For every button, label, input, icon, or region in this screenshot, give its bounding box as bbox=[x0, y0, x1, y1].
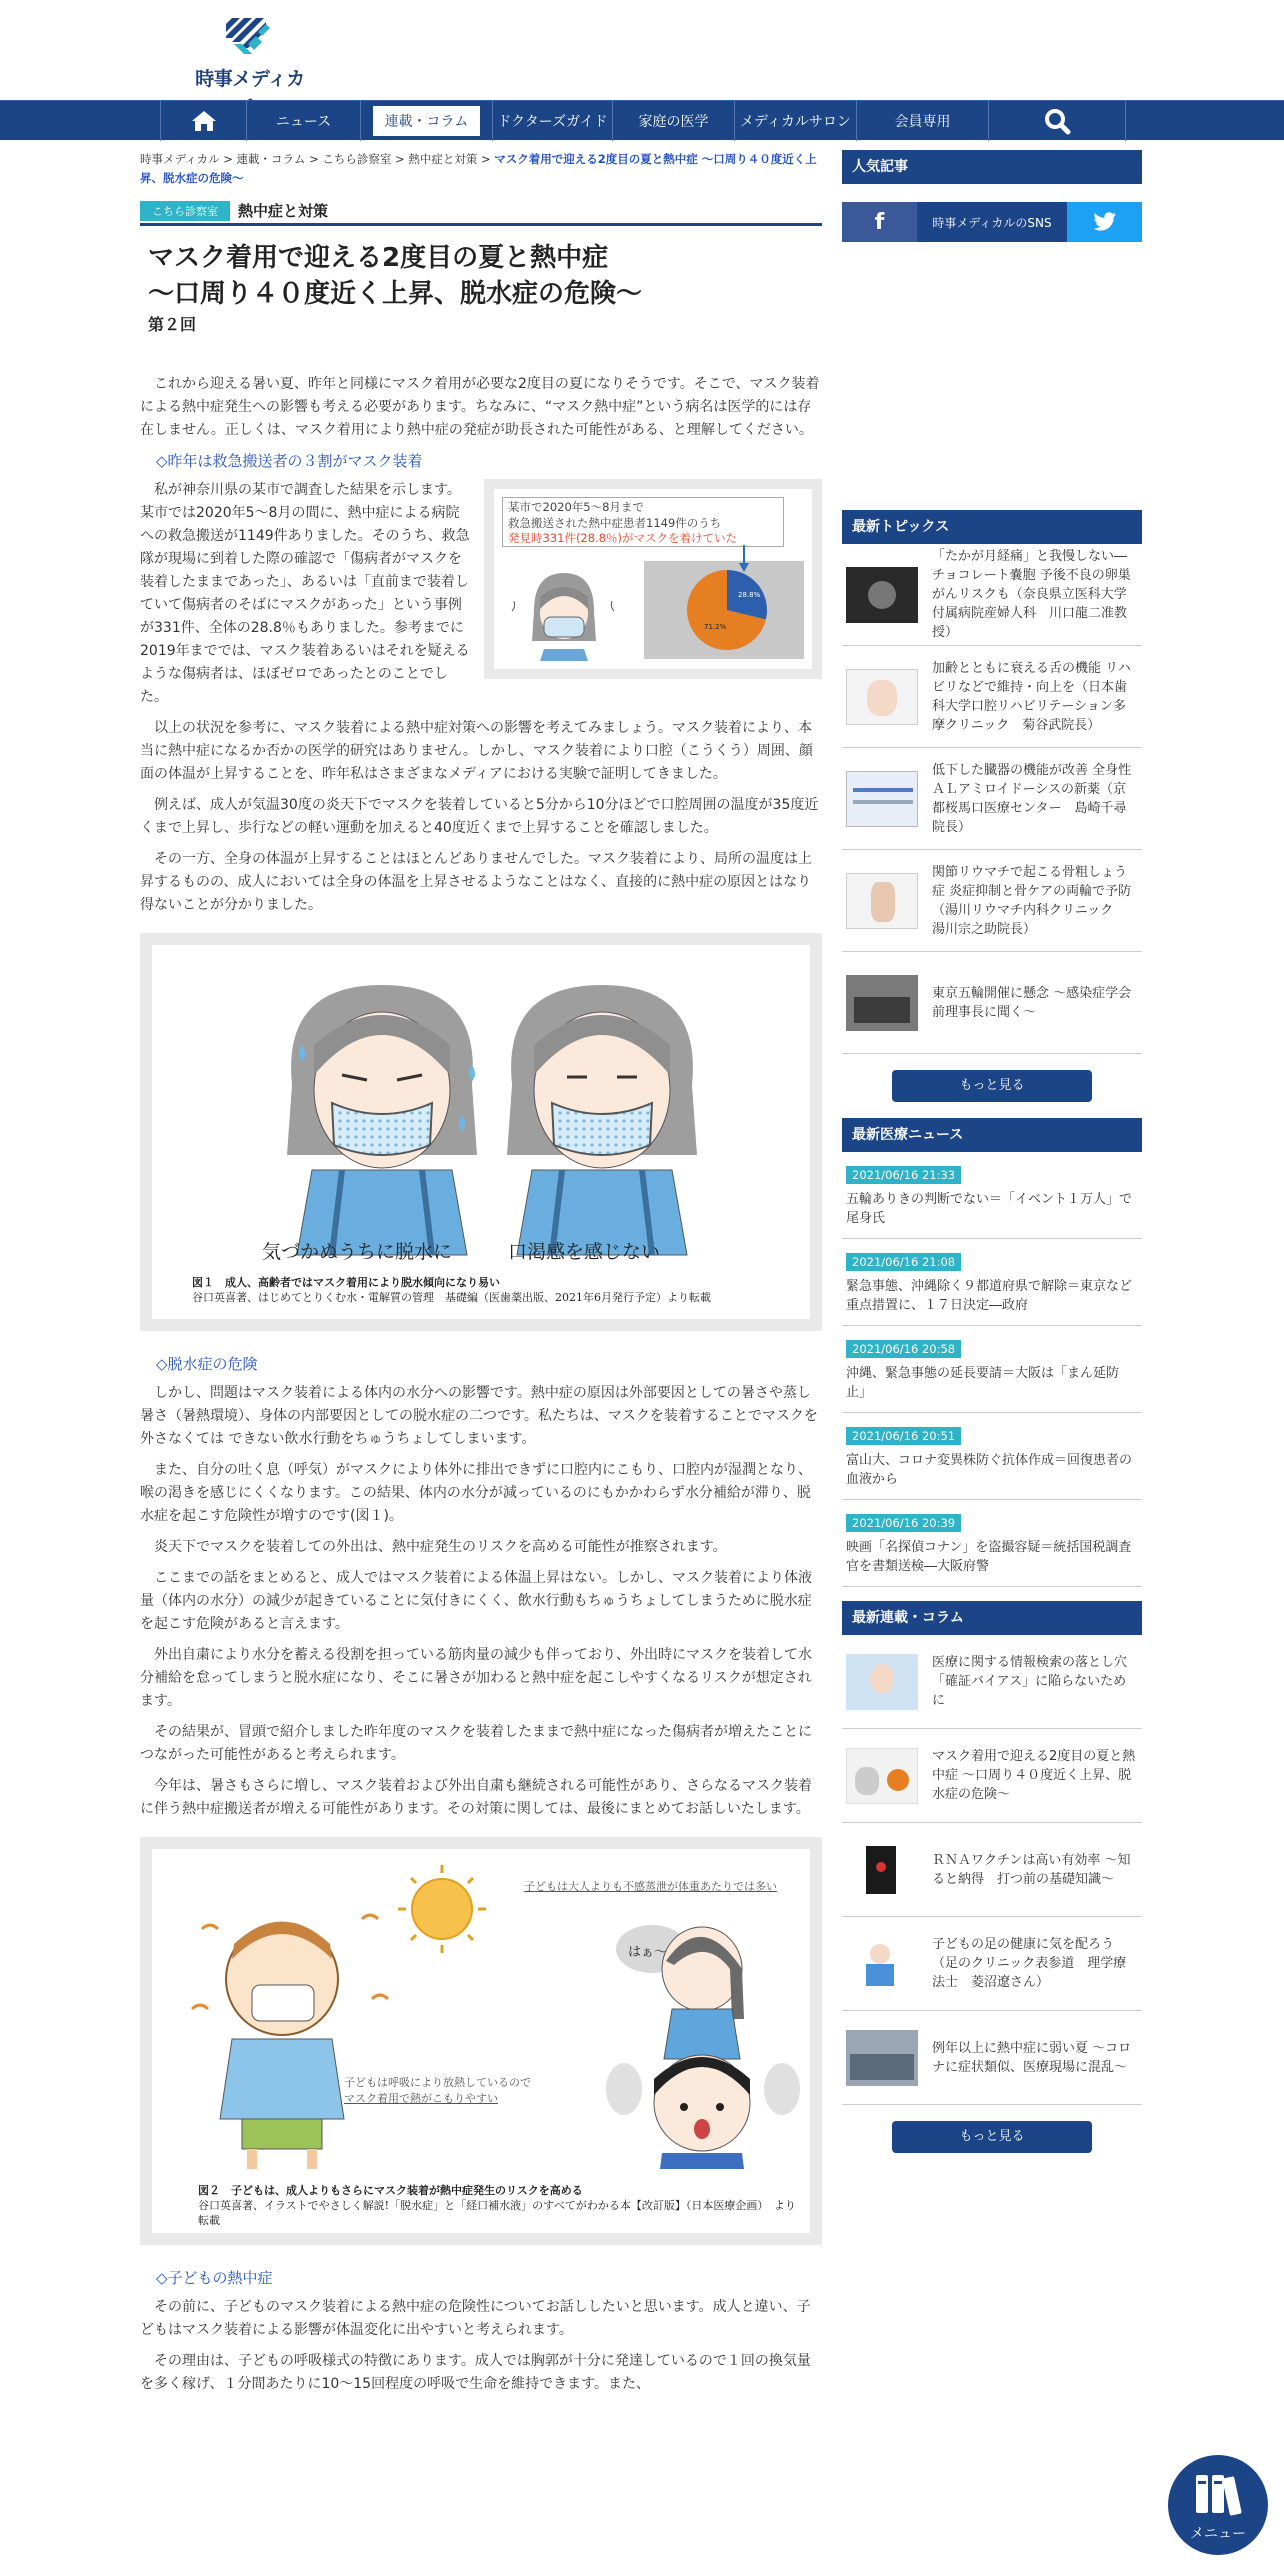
breadcrumb-link-shinsatsushitsu[interactable]: こちら診察室 bbox=[322, 152, 392, 166]
topics-more-button[interactable]: もっと見る bbox=[892, 1070, 1092, 1102]
breadcrumb-link-top[interactable]: 時事メディカル bbox=[140, 152, 220, 166]
paragraph: また、自分の吐く息（呼気）がマスクにより体外に排出できずに口腔内にこもり、口腔内が湿潤となり、喉の渇きを感じにくくなります。この結果、体内の水分が減っているのにもかかわらず水分補給が滞り、脱水症を起こす危険性が増すのです(図１)。 bbox=[140, 1462, 812, 1524]
columns-more-button[interactable]: もっと見る bbox=[892, 2121, 1092, 2153]
figure-1 bbox=[140, 933, 822, 1331]
menu-label: メニュー bbox=[1190, 2526, 1246, 2542]
survey-text-box: 某市で2020年5～8月まで 救急搬送された熱中症患者1149件のうち 発見時331件(28.8％)がマスクを着けていた bbox=[502, 497, 784, 547]
news-date-badge: 2021/06/16 21:08 bbox=[846, 1253, 961, 1271]
section-heading: ◇昨年は救急搬送者の３割がマスク装着 bbox=[156, 452, 423, 470]
news-date-badge: 2021/06/16 21:33 bbox=[846, 1166, 961, 1184]
news-item[interactable]: 2021/06/16 21:33 五輪ありきの判断でない＝「イベント１万人」で尾身氏 bbox=[842, 1152, 1142, 1239]
column-thumbnail bbox=[846, 2030, 918, 2086]
fig2-breath: はぁ〜 bbox=[628, 1945, 668, 1960]
topic-thumbnail bbox=[846, 771, 918, 827]
masked-person-illustration bbox=[504, 561, 624, 661]
column-item[interactable]: 子どもの足の健康に気を配ろう（足のクリニック表参道 理学療法士 菱沼遼さん） bbox=[842, 1917, 1142, 2011]
article-issue: 第２回 bbox=[148, 315, 197, 334]
fig2-note-top: 子どもは大人よりも不感蒸泄が体重あたりでは多い bbox=[524, 1880, 777, 1893]
article-main bbox=[140, 150, 822, 2404]
nav-home[interactable] bbox=[161, 101, 247, 141]
logo-text: 時事メディカ bbox=[195, 68, 305, 90]
news-date-badge: 2021/06/16 20:39 bbox=[846, 1514, 961, 1532]
logo-mark-icon bbox=[222, 14, 272, 62]
topic-item[interactable]: 関節リウマチで起こる骨粗しょう症 炎症抑制と骨ケアの両輪で予防（湯川リウマチ内科クリニック 湯川宗之助院長） bbox=[842, 850, 1142, 952]
paragraph: その結果が、冒頭で紹介しました昨年度のマスクを装着したままで熱中症になった傷病者が増えたことにつながった可能性があると考えられます。 bbox=[140, 1724, 812, 1763]
paragraph: ここまでの話をまとめると、成人ではマスク装着による体温上昇はない。しかし、マスク装着により体液量（体内の水分）の減少が起きていることに気付きにくく、飲水行動もちゅうちょしてしまうために脱水症を起こす危険があると言えます。 bbox=[140, 1570, 812, 1632]
sns-bar bbox=[842, 202, 1142, 242]
menu-button[interactable] bbox=[1168, 2455, 1268, 2555]
fig2-note-mid: 子どもは呼吸により放熱しているので マスク着用で熱がこもりやすい bbox=[344, 2076, 531, 2105]
nav-home-medicine[interactable]: 家庭の医学 bbox=[613, 101, 735, 141]
topic-thumbnail bbox=[846, 567, 918, 623]
books-icon bbox=[1192, 2471, 1244, 2517]
paragraph: 炎天下でマスクを装着しての外出は、熱中症発生のリスクを高める可能性が推察されます。 bbox=[154, 1539, 727, 1555]
category-badge[interactable]: こちら診察室 bbox=[140, 201, 230, 221]
news-date-badge: 2021/06/16 20:51 bbox=[846, 1427, 961, 1445]
figure-2-caption: 図２ 子どもは、成人よりもさらにマスク装着が熱中症発生のリスクを高める 谷口英喜著、イラストでやさしく解説!「脱水症」と「経口補水液」のすべてがわかる本【改訂版】（日本医療企画） より転載 bbox=[198, 2184, 796, 2227]
topic-thumbnail bbox=[846, 669, 918, 725]
column-thumbnail bbox=[846, 1654, 918, 1710]
pie-label-no-mask: 71.2% bbox=[704, 623, 727, 631]
breadcrumb: 時事メディカル > 連載・コラム > こちら診察室 > 熱中症と対策 > マスク着用で迎える2度目の夏と熱中症 ～口周り４０度近く上昇、脱水症の危険～ bbox=[140, 152, 817, 185]
category-row bbox=[140, 198, 822, 226]
topic-item[interactable]: 低下した臓器の機能が改善 全身性ＡＬアミロイドーシスの新薬（京都桜馬口医療センター 島崎千尋院長） bbox=[842, 748, 1142, 850]
paragraph: 以上の状況を参考に、マスク装着による熱中症対策への影響を考えてみましょう。マスク装着により、本当に熱中症になるか否かの医学的研究はありません。しかし、マスク装着により口腔（こうくう）周囲、顔面の体温が上昇することを、昨年私はさまざまなメディアにおける実験で証明してきました。 bbox=[140, 720, 813, 782]
column-thumbnail bbox=[846, 1842, 918, 1898]
nav-search[interactable] bbox=[989, 101, 1126, 141]
paragraph: 外出自粛により水分を蓄える役割を担っている筋肉量の減少も伴っており、外出時にマスクを装着して水分補給を怠ってしまうと脱水症になり、そこに暑さが加わると熱中症を起こしやすくなるリスクが想定されます。 bbox=[140, 1647, 812, 1709]
fig1-label-right: 口渇感を感じない bbox=[508, 1241, 661, 1263]
paragraph: その一方、全身の体温が上昇することはほとんどありませんでした。マスク装着により、局所の温度は上昇するものの、成人においては全身の体温を上昇させるようなことはなく、直接的に熱中症の原因とはなり得ないことが分かりました。 bbox=[140, 851, 812, 913]
figure-1-caption: 図１ 成人、高齢者ではマスク着用により脱水傾向になり易い 谷口英喜著、はじめてとりくむ水・電解質の管理 基礎編（医歯薬出版、2021年6月発行予定）より転載 bbox=[192, 1276, 711, 1304]
column-item[interactable]: 例年以上に熱中症に弱い夏 ～コロナに症状類似、医療現場に混乱～ bbox=[842, 2011, 1142, 2105]
news-item[interactable]: 2021/06/16 20:51 富山大、コロナ変異株防ぐ抗体作成＝回復患者の血液から bbox=[842, 1413, 1142, 1500]
category-name: 熱中症と対策 bbox=[238, 202, 329, 220]
columns-heading: 最新連載・コラム bbox=[842, 1601, 1142, 1635]
breadcrumb-link-series[interactable]: 連載・コラム bbox=[236, 152, 306, 166]
breadcrumb-current: マスク着用で迎える2度目の夏と熱中症 ～口周り４０度近く上昇、脱水症の危険～ bbox=[140, 152, 817, 185]
nav-news[interactable]: ニュース bbox=[247, 101, 361, 141]
breadcrumb-link-heatstroke[interactable]: 熱中症と対策 bbox=[408, 152, 478, 166]
column-thumbnail bbox=[846, 1748, 918, 1804]
sns-label: 時事メディカルのSNS bbox=[917, 202, 1067, 242]
nav-medical-salon[interactable]: メディカルサロン bbox=[735, 101, 857, 141]
news-heading: 最新医療ニュース bbox=[842, 1118, 1142, 1152]
dehydrated-persons-illustration bbox=[152, 955, 810, 1275]
popular-heading: 人気記事 bbox=[842, 150, 1142, 184]
fig1-label-left: 気づかぬうちに脱水に bbox=[262, 1241, 453, 1263]
facebook-icon[interactable]: f bbox=[842, 202, 917, 242]
section-heading: ◇脱水症の危険 bbox=[156, 1355, 258, 1373]
sidebar bbox=[842, 150, 1142, 2169]
topic-thumbnail bbox=[846, 873, 918, 929]
news-item[interactable]: 2021/06/16 20:58 沖縄、緊急事態の延長要請＝大阪は「まん延防止」 bbox=[842, 1326, 1142, 1413]
paragraph: 例えば、成人が気温30度の炎天下でマスクを装着していると5分から10分ほどで口腔周囲の温度が35度近くまで上昇し、歩行などの軽い運動を加えると40度近くまで上昇することを確認しました。 bbox=[140, 797, 819, 836]
column-item[interactable]: 医療に関する情報検索の落とし穴「確証バイアス」に陥らないために bbox=[842, 1635, 1142, 1729]
figure-2 bbox=[140, 1837, 822, 2245]
paragraph: これから迎える暑い夏、昨年と同様にマスク着用が必要な2度目の夏になりそうです。そこで、マスク装着による熱中症発生への影響も考える必要があります。ちなみに、“マスク熱中症”という病名は医学的には存在しません。正しくは、マスク着用により熱中症の発症が助長された可能性がある、と理解してください。 bbox=[140, 376, 820, 438]
twitter-icon[interactable] bbox=[1067, 202, 1142, 242]
topic-item[interactable]: 「たかが月経痛」と我慢しない―チョコレート嚢胞 予後不良の卵巣がんリスクも（奈良県立医科大学付属病院産婦人科 川口龍二准教授） bbox=[842, 544, 1142, 646]
paragraph: 私が神奈川県の某市で調査した結果を示します。某市では2020年5～8月の間に、熱中症による病院への救急搬送が1149件ありました。そのうち、救急隊が現場に到着した際の確認で「傷病者がマスクを装着したままであった」、あるいは「直前まで装着していて傷病者のそばにマスクがあった」という事例が331件、全体の28.8％もありました。参考までに2019年まででは、マスク装着あるいはそれを疑えるような傷病者は、ほぼゼロであったとのことでした。 bbox=[140, 482, 470, 705]
column-thumbnail bbox=[846, 1936, 918, 1992]
paragraph: その理由は、子どもの呼吸様式の特徴にあります。成人では胸郭が十分に発達しているので１回の換気量を多く稼げ、１分間あたりに10～15回程度の呼吸で生命を維持できます。また、 bbox=[140, 2353, 811, 2392]
twitter-bird-icon bbox=[1093, 212, 1117, 232]
nav-series-column[interactable]: 連載・コラム bbox=[361, 101, 493, 141]
topics-heading: 最新トピックス bbox=[842, 510, 1142, 544]
topic-thumbnail bbox=[846, 975, 918, 1031]
pie-callout-arrow bbox=[738, 545, 750, 573]
topic-item[interactable]: 加齢とともに衰える舌の機能 リハビリなどで維持・向上を（日本歯科大学口腔リハビリテーション多摩クリニック 菊谷武院長） bbox=[842, 646, 1142, 748]
paragraph: 今年は、暑さもさらに増し、マスク装着および外出自粛も継続される可能性があり、さらなるマスク装着に伴う熱中症搬送者が増える可能性があります。その対策に関しては、最後にまとめてお話しいたします。 bbox=[140, 1778, 812, 1817]
nav-members[interactable]: 会員専用 bbox=[857, 101, 989, 141]
pie-label-masked: 28.8% bbox=[738, 591, 761, 599]
column-item[interactable]: マスク着用で迎える2度目の夏と熱中症 ～口周り４０度近く上昇、脱水症の危険～ bbox=[842, 1729, 1142, 1823]
column-item[interactable]: ＲＮＡワクチンは高い有効率 ～知ると納得 打つ前の基礎知識～ bbox=[842, 1823, 1142, 1917]
paragraph: しかし、問題はマスク装着による体内の水分への影響です。熱中症の原因は外部要因としての暑さや蒸し暑さ（暑熱環境）、身体の内部要因としての脱水症の二つです。私たちは、マスクを装着することでマスクを外さなくては できない飲水行動をちゅうちょしてしまいます。 bbox=[140, 1385, 818, 1447]
news-item[interactable]: 2021/06/16 21:08 緊急事態、沖縄除く９都道府県で解除＝東京など重点措置に、１７日決定―政府 bbox=[842, 1239, 1142, 1326]
site-header bbox=[0, 0, 1284, 100]
child-heat-illustration bbox=[152, 1849, 810, 2169]
section-heading: ◇子どもの熱中症 bbox=[156, 2269, 273, 2287]
news-item[interactable]: 2021/06/16 20:39 映画「名探偵コナン」を盗撮容疑＝統括国税調査官を書類送検―大阪府警 bbox=[842, 1500, 1142, 1587]
home-icon bbox=[191, 110, 217, 132]
site-logo[interactable] bbox=[190, 14, 310, 90]
article-title: マスク着用で迎える2度目の夏と熱中症 ～口周り４０度近く上昇、脱水症の危険～ bbox=[148, 243, 643, 309]
survey-pie-chart bbox=[684, 567, 770, 653]
paragraph: その前に、子どものマスク装着による熱中症の危険性についてお話ししたいと思います。成人と違い、子どもはマスク装着による影響が体温変化に出やすいと考えられます。 bbox=[140, 2299, 811, 2338]
nav-doctors-guide[interactable]: ドクターズガイド bbox=[493, 101, 613, 141]
search-icon bbox=[1043, 107, 1071, 135]
topic-item[interactable]: 東京五輪開催に懸念 ～感染症学会前理事長に聞く～ bbox=[842, 952, 1142, 1054]
survey-figure bbox=[484, 479, 822, 679]
global-nav bbox=[0, 100, 1284, 140]
news-date-badge: 2021/06/16 20:58 bbox=[846, 1340, 961, 1358]
